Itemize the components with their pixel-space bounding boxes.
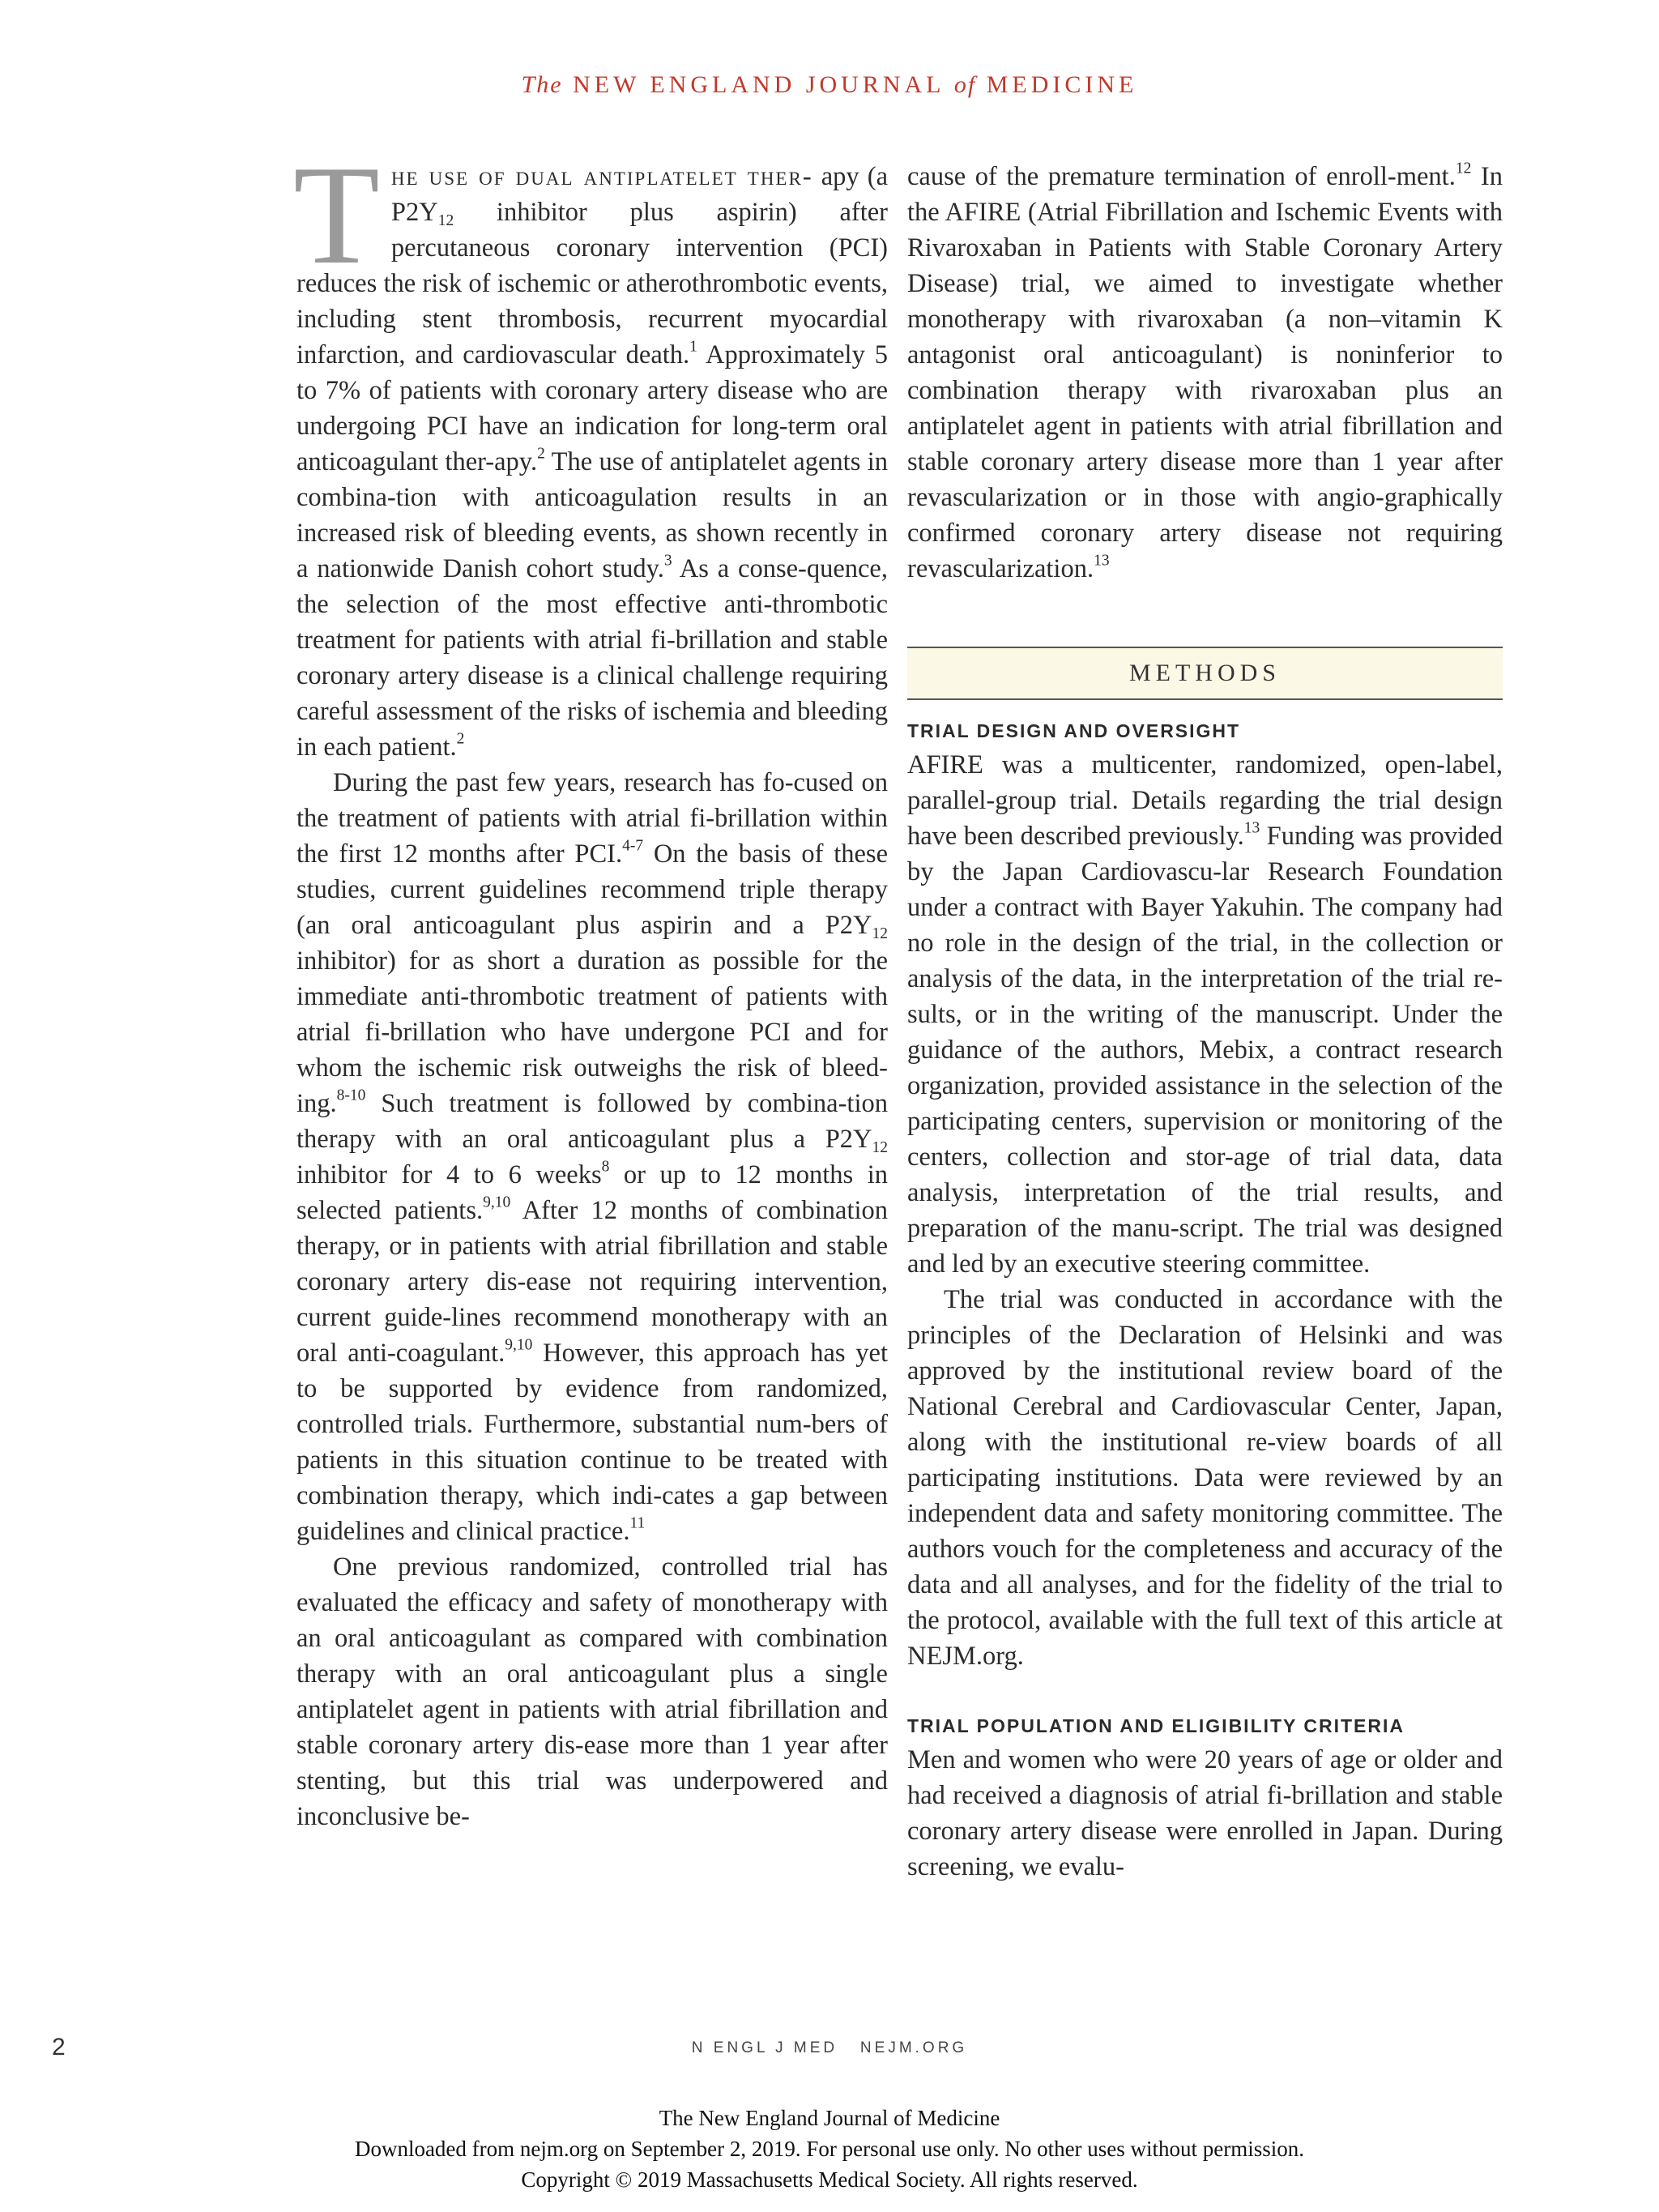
drop-cap: T [293, 136, 380, 293]
text-run: inhibitor) for as short a duration as possible for the immediate anti-thrombotic treatment of patients with atrial fi-brillation who have undergone PCI and for whom the ischemic risk outweighs the risk of bleed-ing. [296, 946, 888, 1118]
guidelines-paragraph [296, 765, 888, 1549]
text-run: During the past few years, research has fo-cused on the treatment of patients with atrial fi-brillation within the first 12 months after PCI. [296, 768, 888, 869]
running-head-of: of [953, 71, 977, 98]
text-run: The use of antiplatelet agents in combina-tion with anticoagulation results in an increased risk of bleeding events, as shown recently in a nationwide Danish cohort study. [296, 447, 888, 583]
trial-conduct-paragraph: The trial was conducted in accordance with the principles of the Declaration of Helsinki and was approved by the institutional review board of the National Cerebral and Cardiovascular Center, Japan, along with the institutional re-view boards of all participating institutions. Data were reviewed by an independent data and safety monitoring committee. The authors vouch for the completeness and accuracy of the data and all analyses, and for the fidelity of the trial to the protocol, available with the full text of this article at NEJM.org. [907, 1285, 1503, 1671]
subscript: 12 [437, 211, 454, 229]
citation: 9,10 [505, 1336, 533, 1354]
trial-design-paragraph [907, 747, 1503, 1282]
running-head-journal-1: NEW ENGLAND JOURNAL [573, 71, 945, 98]
text-run: Funding was provided by the Japan Cardiovascu-lar Research Foundation under a contract with Bayer Yakuhin. The company had no role in the design of the trial, in the collection or analysis of the data, in the interpretation of the trial re-sults, or in the writing of the manuscript. Under the guidance of the authors, Mebix, a contract research organization, provided assistance in the selection of the participating centers, supervision or monitoring of the centers, collection and stor-age of trial data, data analysis, interpretation of the trial results, and preparation of the manu-script. The trial was designed and led by an executive steering committee. [907, 822, 1503, 1279]
methods-heading: METHODS [907, 647, 1503, 700]
lead-in-smallcaps: he use of dual antiplatelet ther- [390, 162, 813, 191]
subscript: 12 [872, 1138, 888, 1156]
text-run: Such treatment is followed by combina-tion therapy with an oral anticoagulant plus a P2Y [296, 1089, 888, 1154]
citation: 8-10 [336, 1087, 366, 1104]
text-run: After 12 months of combination therapy, or in patients with atrial fibrillation and stable coronary artery dis-ease not requiring intervention, current guide-lines recommend monotherapy with an oral anti-coagulant. [296, 1196, 888, 1368]
download-notice-journal: The New England Journal of Medicine [659, 2106, 1000, 2130]
page-number: 2 [52, 2034, 66, 2060]
citation: 3 [663, 552, 672, 570]
subscript: 12 [872, 925, 888, 942]
citation: 12 [1455, 160, 1472, 177]
afire-intro-paragraph [907, 159, 1503, 587]
download-notice [0, 2103, 1659, 2195]
citation: 2 [537, 445, 545, 463]
running-head [0, 71, 1659, 99]
text-run: or up to 12 months in selected patients. [296, 1160, 888, 1225]
left-column [293, 136, 889, 1834]
text-run: On the basis of these studies, current guidelines recommend triple therapy (an oral anticoagulant plus aspirin and a P2Y [296, 839, 888, 940]
subhead-trial-population: TRIAL POPULATION AND ELIGIBILITY CRITERIA [907, 1715, 1405, 1736]
trial-population-paragraph: Men and women who were 20 years of age or older and had received a diagnosis of atrial fi-brillation and stable coronary artery disease were enrolled in Japan. During screening, we evalu- [907, 1745, 1503, 1881]
text-run: inhibitor for 4 to 6 weeks [296, 1160, 602, 1189]
text-run: inhibitor plus aspirin) after percutaneous coronary intervention (PCI) reduces the risk of ischemic or atherothrombotic events, including stent thrombosis, recurrent myocardial infarction, and cardiovascular death. [296, 198, 888, 369]
intro-paragraph [293, 136, 889, 765]
citation: 13 [1243, 819, 1260, 837]
running-head-journal-2: MEDICINE [986, 71, 1138, 98]
citation: 9,10 [483, 1194, 511, 1211]
citation: 13 [1094, 552, 1110, 570]
footer-journal-ref: N ENGL J MED NEJM.ORG [691, 2039, 968, 2056]
text-run: cause of the premature termination of enroll-ment. [907, 162, 1456, 191]
text-run: apy (a P2Y [390, 162, 889, 227]
running-head-the: The [521, 71, 563, 98]
text-run: As a conse-quence, the selection of the most effective anti-thrombotic treatment for patients with atrial fi-brillation and stable coronary artery disease is a clinical challenge requiring careful assessment of the risks of ischemia and bleeding in each patient. [296, 554, 888, 762]
text-run: Approximately 5 to 7% of patients with coronary artery disease who are undergoing PCI have an indication for long-term oral anticoagulant ther-apy. [296, 340, 889, 476]
right-column [907, 159, 1503, 1885]
citation: 2 [456, 730, 465, 748]
citation: 11 [629, 1514, 646, 1532]
text-run: However, this approach has yet to be supported by evidence from randomized, controlled trials. Furthermore, substantial num-bers of patients in this situation continue to be treated with combination therapy, which indi-cates a gap between guidelines and clinical practice. [296, 1339, 888, 1546]
text-run: AFIRE was a multicenter, randomized, open-label, parallel-group trial. Details regarding the trial design have been described previously. [907, 750, 1503, 851]
text-run: In the AFIRE (Atrial Fibrillation and Ischemic Events with Rivaroxaban in Patients with Stable Coronary Artery Disease) trial, we aimed to investigate whether monotherapy with rivaroxaban (a non–vitamin K antagonist oral anticoagulant) is noninferior to combination therapy with rivaroxaban plus an antiplatelet agent in patients with atrial fibrillation and stable coronary artery disease more than 1 year after revascularization or in those with angio-graphically confirmed coronary artery disease not requiring revascularization. [907, 162, 1503, 583]
previous-trial-paragraph: One previous randomized, controlled trial has evaluated the efficacy and safety of monotherapy with an oral anticoagulant as compared with combination therapy with an oral anticoagulant plus a single antiplatelet agent in patients with atrial fibrillation and stable coronary artery dis-ease more than 1 year after stenting, but this trial was underpowered and inconclusive be- [296, 1552, 888, 1831]
download-notice-terms: Downloaded from nejm.org on September 2, 2019. For personal use only. No other uses without permission. [354, 2137, 1305, 2161]
download-notice-copyright: Copyright © 2019 Massachusetts Medical Society. All rights reserved. [521, 2167, 1138, 2192]
citation: 8 [601, 1158, 610, 1176]
citation: 1 [689, 338, 697, 356]
citation: 4-7 [622, 837, 644, 855]
subhead-trial-design: TRIAL DESIGN AND OVERSIGHT [907, 720, 1241, 741]
